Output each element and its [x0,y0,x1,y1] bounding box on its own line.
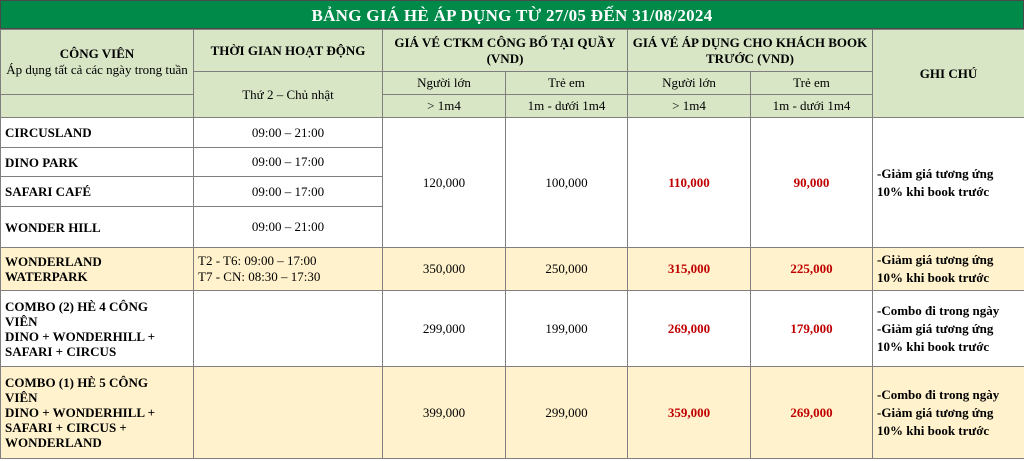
table-row [1,367,1024,459]
counter-adult-price: 299,000 [383,291,506,367]
note-cell [873,248,1024,291]
note-line: 10% khi book trước [877,422,990,438]
note-line: -Combo đi trong ngày [877,302,1000,318]
counter-adult-price: 350,000 [383,248,506,291]
combo-name-line: DINO + WONDERHILL + [5,328,156,344]
park-name: WONDER HILL [1,207,194,248]
booking-adult-price: 110,000 [628,118,751,248]
counter-price-header: GIÁ VÉ CTKM CÔNG BỐ TẠI QUẦY (VND) [383,30,628,72]
park-name: SAFARI CAFÉ [1,177,194,207]
park-hours-empty [194,367,383,459]
counter-child-price: 199,000 [506,291,628,367]
park-hours [194,248,383,291]
counter-adult-price: 399,000 [383,367,506,459]
park-name-line: WATERPARK [5,269,88,284]
note-line: -Giảm giá tương ứng [877,252,994,267]
park-header [1,30,194,95]
counter-adult-height: > 1m4 [383,95,506,118]
note-line: 10% khi book trước [877,270,990,285]
combo-name-line: WONDERLAND [5,435,102,450]
counter-child-price: 100,000 [506,118,628,248]
park-hours: 09:00 – 17:00 [194,148,383,177]
note-line: 10% khi book trước [877,338,990,354]
counter-adult-header: Người lớn [383,72,506,95]
park-name: CIRCUSLAND [1,118,194,148]
table-row [1,118,1024,148]
page-title: BẢNG GIÁ HÈ ÁP DỤNG TỪ 27/05 ĐẾN 31/08/2024 [0,0,1024,29]
combo-name-line: VIÊN [5,390,38,405]
combo-name-line: VIÊN [5,313,38,329]
park-name: DINO PARK [1,148,194,177]
table-row [1,248,1024,291]
price-table [0,29,1024,459]
hours-subheader: Thứ 2 – Chủ nhật [194,72,383,118]
booking-child-price: 225,000 [751,248,873,291]
combo-name-line: DINO + WONDERHILL + [5,405,156,420]
booking-adult-price: 315,000 [628,248,751,291]
note-cell [873,118,1024,248]
counter-child-header: Trẻ em [506,72,628,95]
hours-line: T7 - CN: 08:30 – 17:30 [198,269,321,284]
park-hours-empty [194,291,383,367]
hours-header: THỜI GIAN HOẠT ĐỘNG [194,30,383,72]
park-header-fill [1,95,194,118]
note-cell [873,291,1024,367]
combo-name-line: SAFARI + CIRCUS + [5,420,127,435]
booking-adult-height: > 1m4 [628,95,751,118]
booking-adult-price: 359,000 [628,367,751,459]
note-line: -Giảm giá tương ứng [877,320,994,336]
booking-child-price: 90,000 [751,118,873,248]
note-cell [873,367,1024,459]
park-hours: 09:00 – 17:00 [194,177,383,207]
park-name [1,248,194,291]
counter-child-price: 250,000 [506,248,628,291]
hours-line: T2 - T6: 09:00 – 17:00 [198,253,317,268]
park-hours: 09:00 – 21:00 [194,118,383,148]
booking-adult-price: 269,000 [628,291,751,367]
table-row [1,291,1024,367]
combo-name [1,367,194,459]
park-name-line: WONDERLAND [5,254,102,269]
note-line: -Giảm giá tương ứng [877,165,994,181]
counter-child-height: 1m - dưới 1m4 [506,95,628,118]
note-line: -Combo đi trong ngày [877,386,1000,402]
booking-price-header: GIÁ VÉ ÁP DỤNG CHO KHÁCH BOOK TRƯỚC (VND) [628,30,873,72]
combo-name-line: COMBO (2) HÈ 4 CÔNG [5,298,148,314]
park-header-label: CÔNG VIÊN [59,46,135,61]
park-hours: 09:00 – 21:00 [194,207,383,248]
park-header-sub: Áp dụng tất cả các ngày trong tuần [6,62,188,77]
booking-child-price: 269,000 [751,367,873,459]
combo-name-line: SAFARI + CIRCUS [5,343,117,359]
booking-child-price: 179,000 [751,291,873,367]
combo-name-line: COMBO (1) HÈ 5 CÔNG [5,375,148,390]
counter-adult-price: 120,000 [383,118,506,248]
note-line: 10% khi book trước [877,183,990,199]
booking-adult-header: Người lớn [628,72,751,95]
booking-child-height: 1m - dưới 1m4 [751,95,873,118]
combo-name [1,291,194,367]
note-header: GHI CHÚ [873,30,1024,118]
booking-child-header: Trẻ em [751,72,873,95]
note-line: -Giảm giá tương ứng [877,404,994,420]
counter-child-price: 299,000 [506,367,628,459]
